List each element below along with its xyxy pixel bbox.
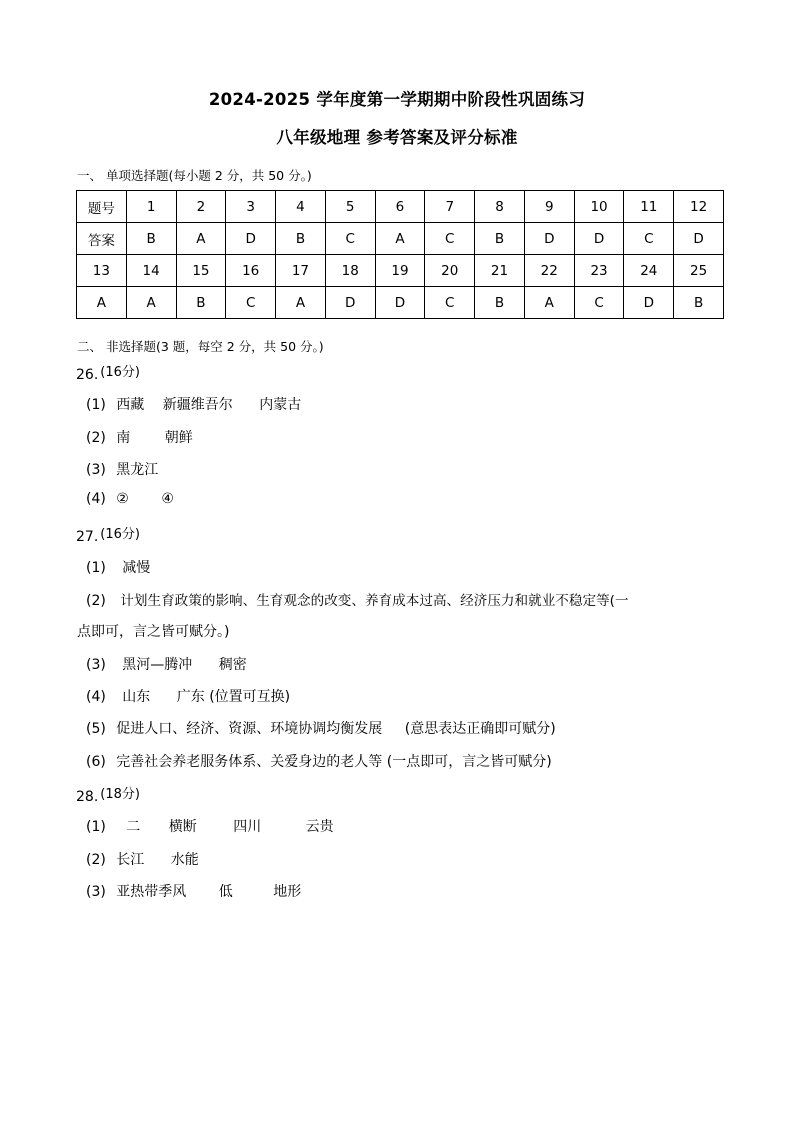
answer-table-cell: A [176,223,226,255]
q27-answer-4 [86,686,290,706]
q27-header [76,526,140,545]
q27-answer-1 [86,557,150,577]
q27-answer-2-cont: 点即可，言之皆可赋分。) [77,624,230,640]
answer-table-cell: D [624,287,674,319]
q28-answer-2 [86,849,199,869]
answer-table-cell: 22 [524,255,574,287]
answer-table-cell: A [375,223,425,255]
q26-a4-v2: ④ [161,491,174,507]
answer-table-cell: 18 [325,255,375,287]
q28-a1-v4: 云贵 [305,819,334,835]
q27-a2-line1: 计划生育政策的影响、生育观念的改变、养育成本过高、经济压力和就业不稳定等(一 [120,593,629,609]
section1-heading: 一、 单项选择题(每小题 2 分，共 50 分。) [77,168,312,183]
answer-table-cell: 题号 [77,191,127,223]
answer-table-cell: 7 [425,191,475,223]
answer-table-cell: 20 [425,255,475,287]
answer-table-cell: 2 [176,191,226,223]
answer-table-cell: C [425,287,475,319]
answer-table-cell: B [176,287,226,319]
answer-table-cell: 21 [475,255,525,287]
answer-table-cell: 5 [325,191,375,223]
q27-a1-v1: 减慢 [122,560,151,576]
q28-points: (18分) [100,787,140,802]
answer-table-cell: 12 [674,191,724,223]
q28-answer-3 [86,881,301,901]
answer-table-cell: C [574,287,624,319]
answer-table-cell: D [574,223,624,255]
answer-table-row [77,223,724,255]
q27-a3-label: (3) [86,657,106,673]
page-title: 2024-2025 学年度第一学期期中阶段性巩固练习 [208,90,586,109]
q27-a2-label: (2) [86,593,106,609]
q28-a2-v2: 水能 [170,852,199,868]
answer-table-cell: D [375,287,425,319]
q28-a2-v1: 长江 [116,852,145,868]
answer-table-cell: 11 [624,191,674,223]
answer-table-cell: 23 [574,255,624,287]
q27-a4-label: (4) [86,689,106,705]
q26-a1-v1: 西藏 [116,397,145,413]
answer-table-cell: 1 [126,191,176,223]
q26-number: 26. [76,367,99,383]
answer-table-cell: B [126,223,176,255]
q26-a2-v2: 朝鲜 [164,430,193,446]
answer-table-cell: A [276,287,326,319]
answer-table-cell: 6 [375,191,425,223]
q26-a4-label: (4) [86,491,106,507]
answer-table-cell: A [77,287,127,319]
q26-answer-2 [86,427,193,447]
answer-table-cell: B [276,223,326,255]
q27-points: (16分) [100,527,140,542]
q27-a5-v2: (意思表达正确即可赋分) [404,721,556,737]
q27-a5-label: (5) [86,721,106,737]
q26-answer-3 [86,459,158,479]
answer-table-cell: B [475,287,525,319]
answer-table-cell: 8 [475,191,525,223]
answer-table-cell: 19 [375,255,425,287]
q28-header [76,786,140,805]
answer-table-row [77,255,724,287]
answer-table-cell: B [475,223,525,255]
q27-a6-label: (6) [86,754,106,770]
q27-a3-v2: 稠密 [218,657,247,673]
q27-a5-v1: 促进人口、经济、资源、环境协调均衡发展 [116,721,383,737]
answer-table-cell: C [325,223,375,255]
q27-answer-5 [86,718,556,738]
q28-a3-label: (3) [86,884,106,900]
q26-a3-label: (3) [86,462,106,478]
q26-a2-v1: 南 [116,430,131,446]
q26-a4-v1: ② [116,491,129,507]
q26-a1-v2: 新疆维吾尔 [162,397,233,413]
q27-a4-v2: 广东 (位置可互换) [176,689,291,705]
answer-table-cell: 10 [574,191,624,223]
answer-table-cell: C [226,287,276,319]
q27-number: 27. [76,529,99,545]
q26-answer-1 [86,394,301,414]
answer-table-cell: 9 [524,191,574,223]
q28-a1-v1: 二 [126,819,141,835]
answer-table-cell: 17 [276,255,326,287]
q28-a3-v2: 低 [218,884,233,900]
q28-a1-label: (1) [86,819,106,835]
answer-table-cell: C [425,223,475,255]
q27-answer-2 [86,589,629,609]
q27-answer-6 [86,751,552,771]
answer-table-cell: D [226,223,276,255]
answer-table-cell: 13 [77,255,127,287]
answer-table-cell: 答案 [77,223,127,255]
answer-table-cell: 16 [226,255,276,287]
q26-a2-label: (2) [86,430,106,446]
answer-table-cell: 3 [226,191,276,223]
answer-table-cell: D [524,223,574,255]
answer-table-cell: 14 [126,255,176,287]
answer-table-cell: D [325,287,375,319]
answer-table-cell: A [126,287,176,319]
section2-heading: 二、 非选择题(3 题，每空 2 分，共 50 分。) [77,339,324,354]
answer-table-cell: 15 [176,255,226,287]
q28-number: 28. [76,789,99,805]
q26-header [76,364,140,383]
q26-a3-v1: 黑龙江 [116,462,159,478]
answer-table-cell: B [674,287,724,319]
q27-a4-v1: 山东 [122,689,151,705]
q27-a3-v1: 黑河—腾冲 [122,657,193,673]
answer-table-cell: C [624,223,674,255]
answer-table [76,190,724,319]
answer-table-cell: A [524,287,574,319]
q26-a1-v3: 内蒙古 [259,397,302,413]
answer-table-row [77,287,724,319]
q27-answer-3 [86,654,247,674]
q28-a3-v1: 亚热带季风 [116,884,187,900]
q28-a3-v3: 地形 [273,884,302,900]
q27-a1-label: (1) [86,560,106,576]
answer-table-cell: D [674,223,724,255]
q28-answer-1 [86,816,334,836]
page-subtitle: 八年级地理 参考答案及评分标准 [276,128,518,147]
q27-a6-v1: 完善社会养老服务体系、关爱身边的老人等 (一点即可，言之皆可赋分) [116,754,552,770]
answer-table-row [77,191,724,223]
q26-points: (16分) [100,365,140,380]
q28-a1-v2: 横断 [168,819,197,835]
q28-a1-v3: 四川 [233,819,262,835]
answer-table-cell: 24 [624,255,674,287]
q28-a2-label: (2) [86,852,106,868]
q26-answer-4 [86,491,174,507]
answer-table-cell: 25 [674,255,724,287]
answer-table-cell: 4 [276,191,326,223]
q26-a1-label: (1) [86,397,106,413]
